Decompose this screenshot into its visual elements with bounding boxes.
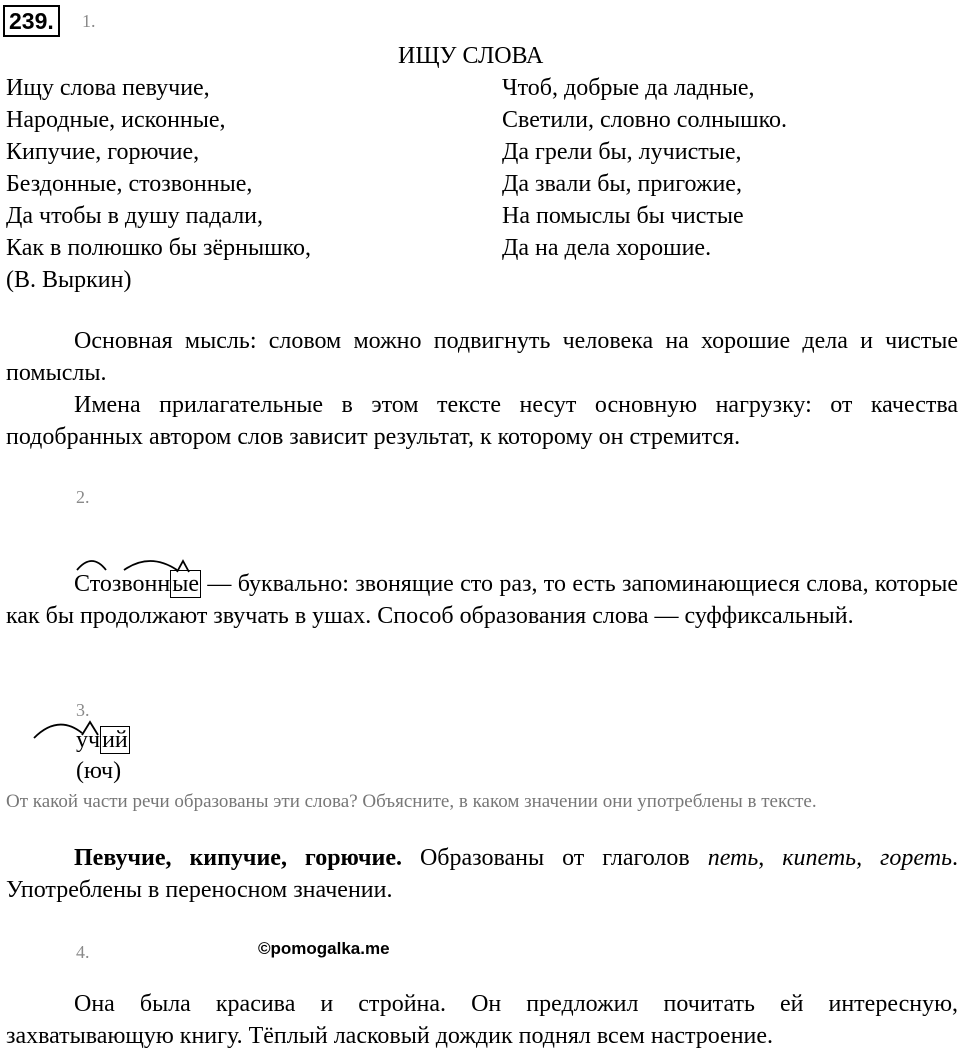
poem-line: Народные, исконные,	[6, 107, 226, 133]
word-stozvonnye: Стозвонные	[74, 571, 199, 597]
adjectives-paragraph: Имена прилагательные в этом тексте несут основную нагрузку: от качества подобранных автором слов зависит результат, к которому он стремится.	[6, 392, 958, 450]
poem-line: Бездонные, стозвонные,	[6, 171, 253, 197]
task-4-sentences: Она была красива и стройна. Он предложил почитать ей интересную, захватывающую книгу. Тёплый ласковый дождик поднял всем настроение.	[6, 991, 958, 1049]
task-2-number: 2.	[76, 487, 90, 507]
watermark: ©pomogalka.me	[258, 939, 390, 958]
main-idea-paragraph: Основная мысль: словом можно подвигнуть человека на хорошие дела и чистые помыслы.	[6, 328, 958, 386]
task-1-number: 1.	[82, 11, 96, 31]
task-3-question: От какой части речи образованы эти слова? Объясните, в каком значении они употреблены в тексте.	[6, 791, 817, 812]
poem-line: Да на дела хорошие.	[502, 235, 712, 261]
task-4-number: 4.	[76, 942, 90, 962]
task-3-number: 3.	[76, 700, 90, 720]
poem-line: Как в полюшко бы зёрнышко,	[6, 235, 312, 261]
poem-line: Чтоб, добрые да ладные,	[502, 75, 755, 101]
poem-line: Кипучие, горючие,	[6, 139, 200, 165]
word-uchiy: учий	[76, 727, 128, 753]
poem-line: Ищу слова певучие,	[6, 75, 210, 101]
ending-box: ые	[172, 571, 199, 597]
poem-line: Светили, словно солнышко.	[502, 107, 788, 133]
poem-line: Да звали бы, пригожие,	[502, 171, 742, 197]
ending-box: ий	[102, 727, 128, 753]
poem-title: ИЩУ СЛОВА	[398, 43, 544, 69]
stozvonnye-paragraph: Стозвонные — буквально: звонящие сто раз, то есть запоминающиеся слова, которые как бы продолжают звучать в ушах. Способ образования слова — суффиксальный.	[6, 571, 958, 629]
poem-line: На помыслы бы чистые	[502, 203, 744, 229]
poem-line: Да грели бы, лучистые,	[502, 139, 742, 165]
exercise-number: 239.	[3, 5, 60, 37]
poem-line: Да чтобы в душу падали,	[6, 203, 264, 229]
poem-author: (В. Выркин)	[6, 267, 132, 293]
alternation-note: (юч)	[76, 758, 122, 784]
task-3-answer: Певучие, кипучие, горючие. Образованы от глаголов петь, кипеть, гореть. Употреблены в переносном значении.	[6, 845, 958, 903]
